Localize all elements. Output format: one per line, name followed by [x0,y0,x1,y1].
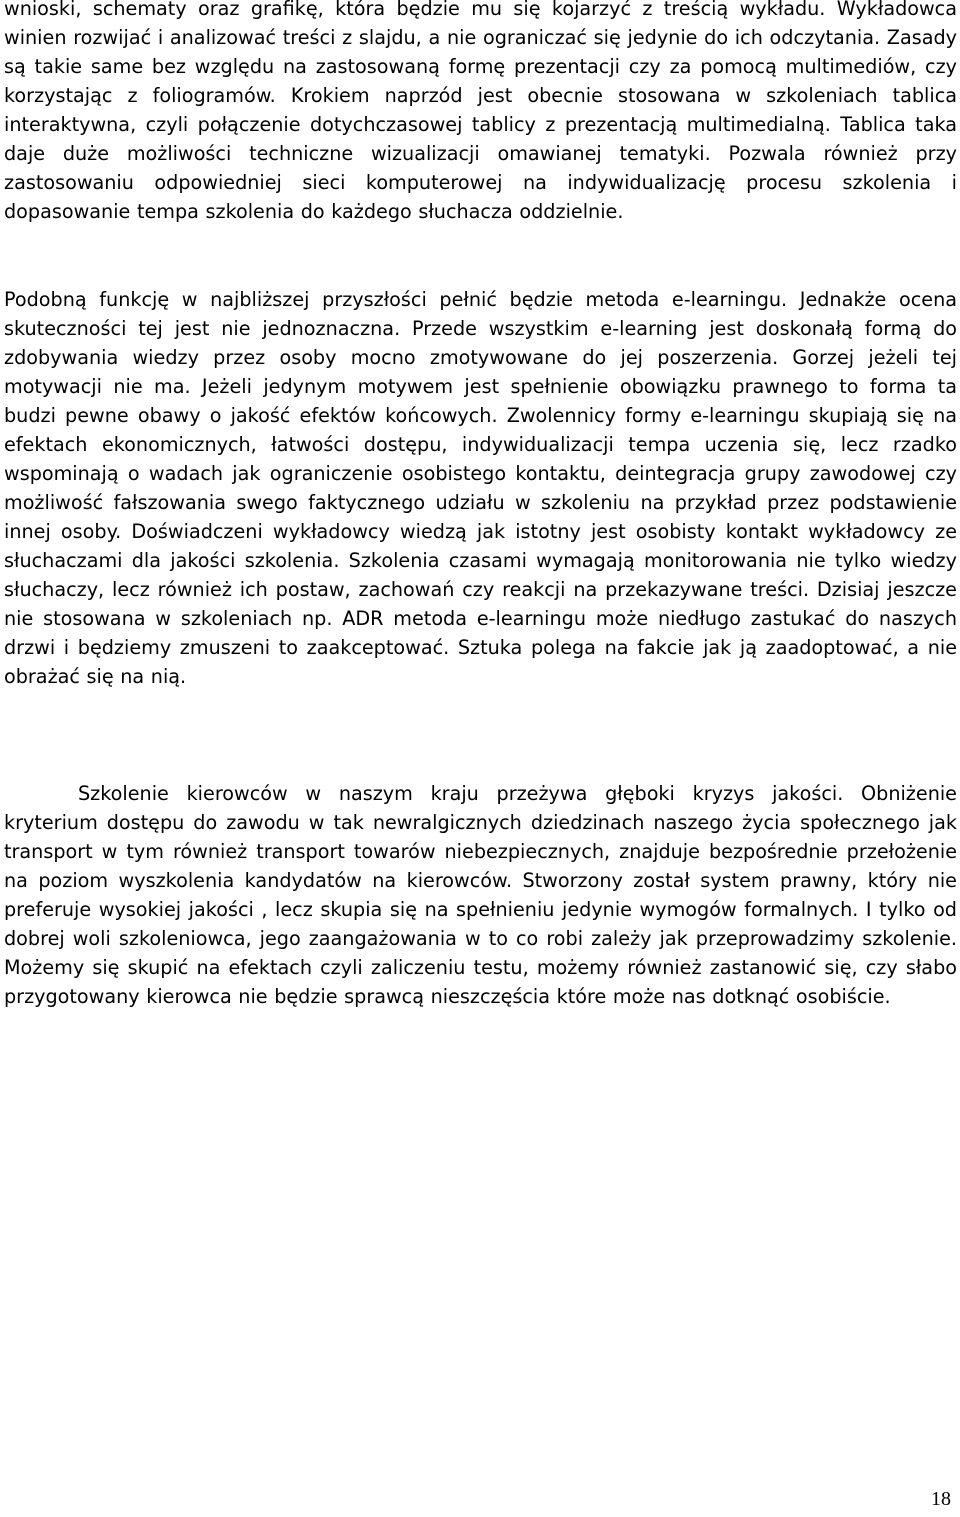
paragraph-presentation-methods: wnioski, schematy oraz grafikę, która będzie mu się kojarzyć z treścią wykładu. Wykładowca winien rozwijać i analizować treści z slajdu, a nie ograniczać się jedynie do ich odczytania. Zasady są takie same bez względu na zastosowaną formę prezentacji czy za pomocą multimediów, czy korzystając z foliogramów. Krokiem naprzód jest obecnie stosowana w szkoleniach tablica interaktywna, czyli połączenie dotychczasowej tablicy z prezentacją multimedialną. Tablica taka daje duże możliwości techniczne wizualizacji omawianej tematyki. Pozwala również przy zastosowaniu odpowiedniej sieci komputerowej na indywidualizację procesu szkolenia i dopasowanie tempa szkolenia do każdego słuchacza oddzielnie. [4,0,957,223]
paragraph-e-learning: Podobną funkcję w najbliższej przyszłości pełnić będzie metoda e-learningu. Jednakże ocena skuteczności tej jest nie jednoznaczna. Przede wszystkim e-learning jest doskonałą formą do zdobywania wiedzy przez osoby mocno zmotywowane do jej poszerzenia. Gorzej jeżeli tej motywacji nie ma. Jeżeli jedynym motywem jest spełnienie obowiązku prawnego to forma ta budzi pewne obawy o jakość efektów końcowych. Zwolennicy formy e-learningu skupiają się na efektach ekonomicznych, łatwości dostępu, indywidualizacji tempa uczenia się, lecz rzadko wspominają o wadach jak ograniczenie osobistego kontaktu, deintegracja grupy zawodowej czy możliwość fałszowania swego faktycznego udziału w szkoleniu na przykład przez podstawienie innej osoby. Doświadczeni wykładowcy wiedzą jak istotny jest osobisty kontakt wykładowcy ze słuchaczami dla jakości szkolenia. Szkolenia czasami wymagają monitorowania nie tylko wiedzy słuchaczy, lecz również ich postaw, zachowań czy reakcji na przekazywane treści. Dzisiaj jeszcze nie stosowana w szkoleniach np. ADR metoda e-learningu może niedługo zastukać do naszych drzwi i będziemy zmuszeni to zaakceptować. Sztuka polega na fakcie jak ją zaadoptować, a nie obrażać się na nią. [4,288,957,688]
page-number: 18 [931,1488,951,1510]
paragraph-driver-training: Szkolenie kierowców w naszym kraju przeżywa głęboki kryzys jakości. Obniżenie kryterium dostępu do zawodu w tak newralgicznych dziedzinach naszego życia społecznego jak transport w tym również transport towarów niebezpiecznych, znajduje bezpośrednie przełożenie na poziom wyszkolenia kandydatów na kierowców. Stworzony został system prawny, który nie preferuje wysokiej jakości , lecz skupia się na spełnieniu jedynie wymogów formalnych. I tylko od dobrej woli szkoleniowca, jego zaangażowania w to co robi zależy jak przeprowadzimy szkolenie. Możemy się skupić na efektach czyli zaliczeniu testu, możemy również zastanowić się, czy słabo przygotowany kierowca nie będzie sprawcą nieszczęścia które może nas dotknąć osobiście. [4,782,957,1008]
